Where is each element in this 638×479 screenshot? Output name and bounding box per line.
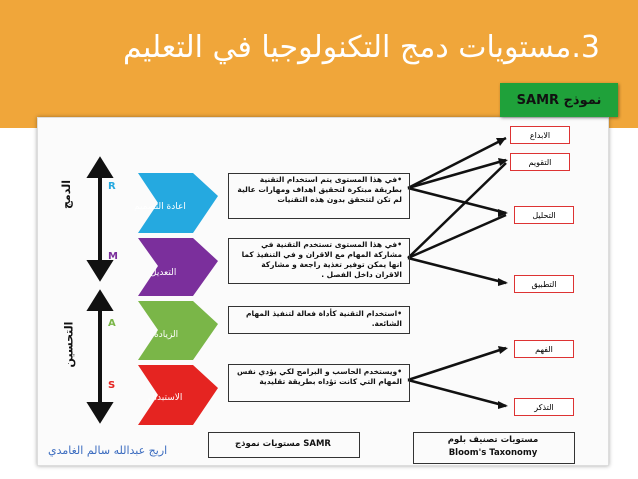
bloom-understand: الفهم xyxy=(514,340,574,358)
arrow-s-remember xyxy=(408,380,506,406)
arrow-s-understand xyxy=(408,348,506,380)
bloom-create: الابداع xyxy=(510,126,570,144)
level-desc-substitution: •ويستخدم الحاسب و البرامج لكي يؤدي نفس المهام التي كانت تؤداه بطريقة تقليدية xyxy=(236,367,402,386)
level-desc-redefinition: •في هذا المستوى يتم استخدام التقنية بطريقة مبتكرة لتحقيق اهداف ومهارات عالية لم تكن لتتحقق بدون هذه التقنيات xyxy=(237,175,402,204)
bloom-apply: التطبيق xyxy=(514,275,574,293)
bloom-analyze: التحليل xyxy=(514,206,574,224)
bloom-caption-ar: مستويات تصنيف بلوم xyxy=(447,435,539,445)
integration-arrow-head-bottom xyxy=(90,262,110,278)
enhancement-arrow-head-top xyxy=(90,293,110,309)
level-name-substitution: الاستبدال xyxy=(148,393,183,403)
level-desc-modification: •في هذا المستوى تستخدم التقنية في مشاركة المهام مع الاقران و في التنفيذ كما انها يمكن توفير تغذية راجعة و مشاركة الاقران داخل الفصل . xyxy=(241,240,402,279)
diagram-panel xyxy=(37,117,609,466)
arrow-m-apply xyxy=(408,258,506,283)
author-signature: اريج عبدالله سالم الغامدي xyxy=(48,444,168,457)
bloom-remember: التذكر xyxy=(514,398,574,416)
arrowhead-understand xyxy=(498,346,508,354)
arrowhead-remember xyxy=(498,401,508,409)
enhancement-label: التحسين xyxy=(62,321,76,368)
bloom-caption-en: Bloom's Taxonomy xyxy=(448,448,538,458)
arrow-m-analyze xyxy=(408,215,506,258)
level-name-redefinition: اعادة التصميم xyxy=(134,202,186,212)
level-name-modification: التعديل xyxy=(150,268,177,278)
samr-badge: نموذج SAMR xyxy=(500,83,618,117)
samr-caption: مستويات نموذج SAMR xyxy=(235,439,331,449)
bloom-evaluate: التقويم xyxy=(510,153,570,171)
level-letter-r: R xyxy=(108,181,116,192)
level-letter-m: M xyxy=(108,251,118,262)
integration-arrow-head-top xyxy=(90,160,110,176)
enhancement-arrow-head-bottom xyxy=(90,404,110,420)
slide-title: 3.مستويات دمج التكنولوجيا في التعليم xyxy=(122,30,600,65)
level-name-augmentation: الزيادة xyxy=(154,330,179,340)
level-letter-a: A xyxy=(108,318,116,329)
level-desc-augmentation: •استخدام التقنية كأداة فعالة لتنفيذ المهام الشائعة. xyxy=(246,309,402,328)
level-letter-s: S xyxy=(108,380,116,391)
arrowhead-apply xyxy=(498,278,508,286)
chevron-m xyxy=(138,238,218,296)
integration-label: الدمج xyxy=(60,180,73,209)
